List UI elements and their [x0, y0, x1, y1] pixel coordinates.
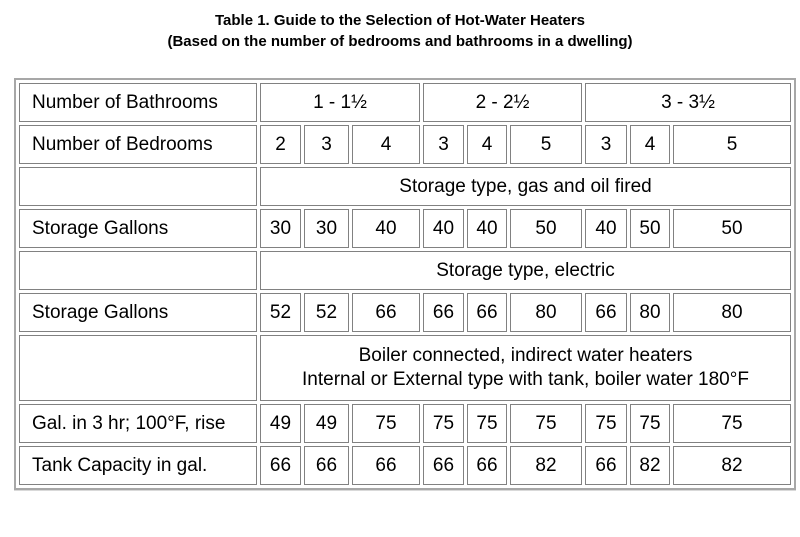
tank-capacity-cell: 66: [260, 446, 301, 485]
gas-gallons-cell: 50: [510, 209, 582, 248]
bathrooms-group-cell: 1 - 1½: [260, 83, 420, 122]
row-label-bathrooms: Number of Bathrooms: [19, 83, 257, 122]
gas-gallons-cell: 50: [673, 209, 791, 248]
bedrooms-value-cell: 4: [630, 125, 670, 164]
bedrooms-value-cell: 3: [423, 125, 464, 164]
page-title: [0, 10, 800, 52]
electric-gallons-cell: 80: [673, 293, 791, 332]
empty-label-cell: [19, 167, 257, 206]
row-label-gal-3hr: Gal. in 3 hr; 100°F, rise: [19, 404, 257, 443]
electric-gallons-cell: 80: [510, 293, 582, 332]
gal-3hr-cell: 75: [423, 404, 464, 443]
row-tank-capacity: [19, 446, 791, 485]
gal-3hr-cell: 75: [352, 404, 420, 443]
bathrooms-group-cell: 2 - 2½: [423, 83, 582, 122]
gas-gallons-cell: 40: [423, 209, 464, 248]
bedrooms-value-cell: 4: [467, 125, 507, 164]
tank-capacity-cell: 66: [304, 446, 349, 485]
row-label-tank-capacity: Tank Capacity in gal.: [19, 446, 257, 485]
bedrooms-value-cell: 5: [510, 125, 582, 164]
gal-3hr-cell: 75: [673, 404, 791, 443]
gas-gallons-cell: 50: [630, 209, 670, 248]
tank-capacity-cell: 82: [510, 446, 582, 485]
bedrooms-value-cell: 2: [260, 125, 301, 164]
gal-3hr-cell: 75: [585, 404, 627, 443]
gas-gallons-cell: 40: [467, 209, 507, 248]
gal-3hr-cell: 75: [467, 404, 507, 443]
row-section-gas: [19, 167, 791, 206]
tank-capacity-cell: 66: [585, 446, 627, 485]
row-label-storage-gallons-electric: Storage Gallons: [19, 293, 257, 332]
section-header-boiler: [260, 335, 791, 401]
tank-capacity-cell: 82: [630, 446, 670, 485]
tank-capacity-cell: 66: [467, 446, 507, 485]
title-line-2: (Based on the number of bedrooms and bathrooms in a dwelling): [167, 33, 633, 50]
bedrooms-value-cell: 3: [304, 125, 349, 164]
electric-gallons-cell: 66: [585, 293, 627, 332]
tank-capacity-cell: 66: [423, 446, 464, 485]
electric-gallons-cell: 52: [304, 293, 349, 332]
row-gas-gallons: [19, 209, 791, 248]
row-electric-gallons: [19, 293, 791, 332]
bathrooms-group-cell: 3 - 3½: [585, 83, 791, 122]
electric-gallons-cell: 52: [260, 293, 301, 332]
title-line-1: Table 1. Guide to the Selection of Hot-Water Heaters: [214, 12, 586, 29]
bedrooms-value-cell: 3: [585, 125, 627, 164]
gas-gallons-cell: 40: [585, 209, 627, 248]
gas-gallons-cell: 40: [352, 209, 420, 248]
bedrooms-value-cell: 5: [673, 125, 791, 164]
gal-3hr-cell: 75: [510, 404, 582, 443]
section-header-electric: Storage type, electric: [260, 251, 791, 290]
row-section-electric: [19, 251, 791, 290]
electric-gallons-cell: 66: [352, 293, 420, 332]
row-section-boiler: [19, 335, 791, 401]
heater-selection-table: [14, 78, 796, 490]
gal-3hr-cell: 75: [630, 404, 670, 443]
gal-3hr-cell: 49: [260, 404, 301, 443]
empty-label-cell: [19, 251, 257, 290]
row-bathrooms: [19, 83, 791, 122]
electric-gallons-cell: 66: [423, 293, 464, 332]
gas-gallons-cell: 30: [304, 209, 349, 248]
boiler-header-line-2: Internal or External type with tank, boiler water 180°F: [302, 369, 749, 390]
row-label-storage-gallons-gas: Storage Gallons: [19, 209, 257, 248]
empty-label-cell: [19, 335, 257, 401]
tank-capacity-cell: 82: [673, 446, 791, 485]
row-bedrooms: [19, 125, 791, 164]
gal-3hr-cell: 49: [304, 404, 349, 443]
gas-gallons-cell: 30: [260, 209, 301, 248]
electric-gallons-cell: 66: [467, 293, 507, 332]
electric-gallons-cell: 80: [630, 293, 670, 332]
boiler-header-line-1: Boiler connected, indirect water heaters: [358, 345, 693, 366]
row-gal-3hr: [19, 404, 791, 443]
bedrooms-value-cell: 4: [352, 125, 420, 164]
tank-capacity-cell: 66: [352, 446, 420, 485]
row-label-bedrooms: Number of Bedrooms: [19, 125, 257, 164]
section-header-gas-oil: Storage type, gas and oil fired: [260, 167, 791, 206]
